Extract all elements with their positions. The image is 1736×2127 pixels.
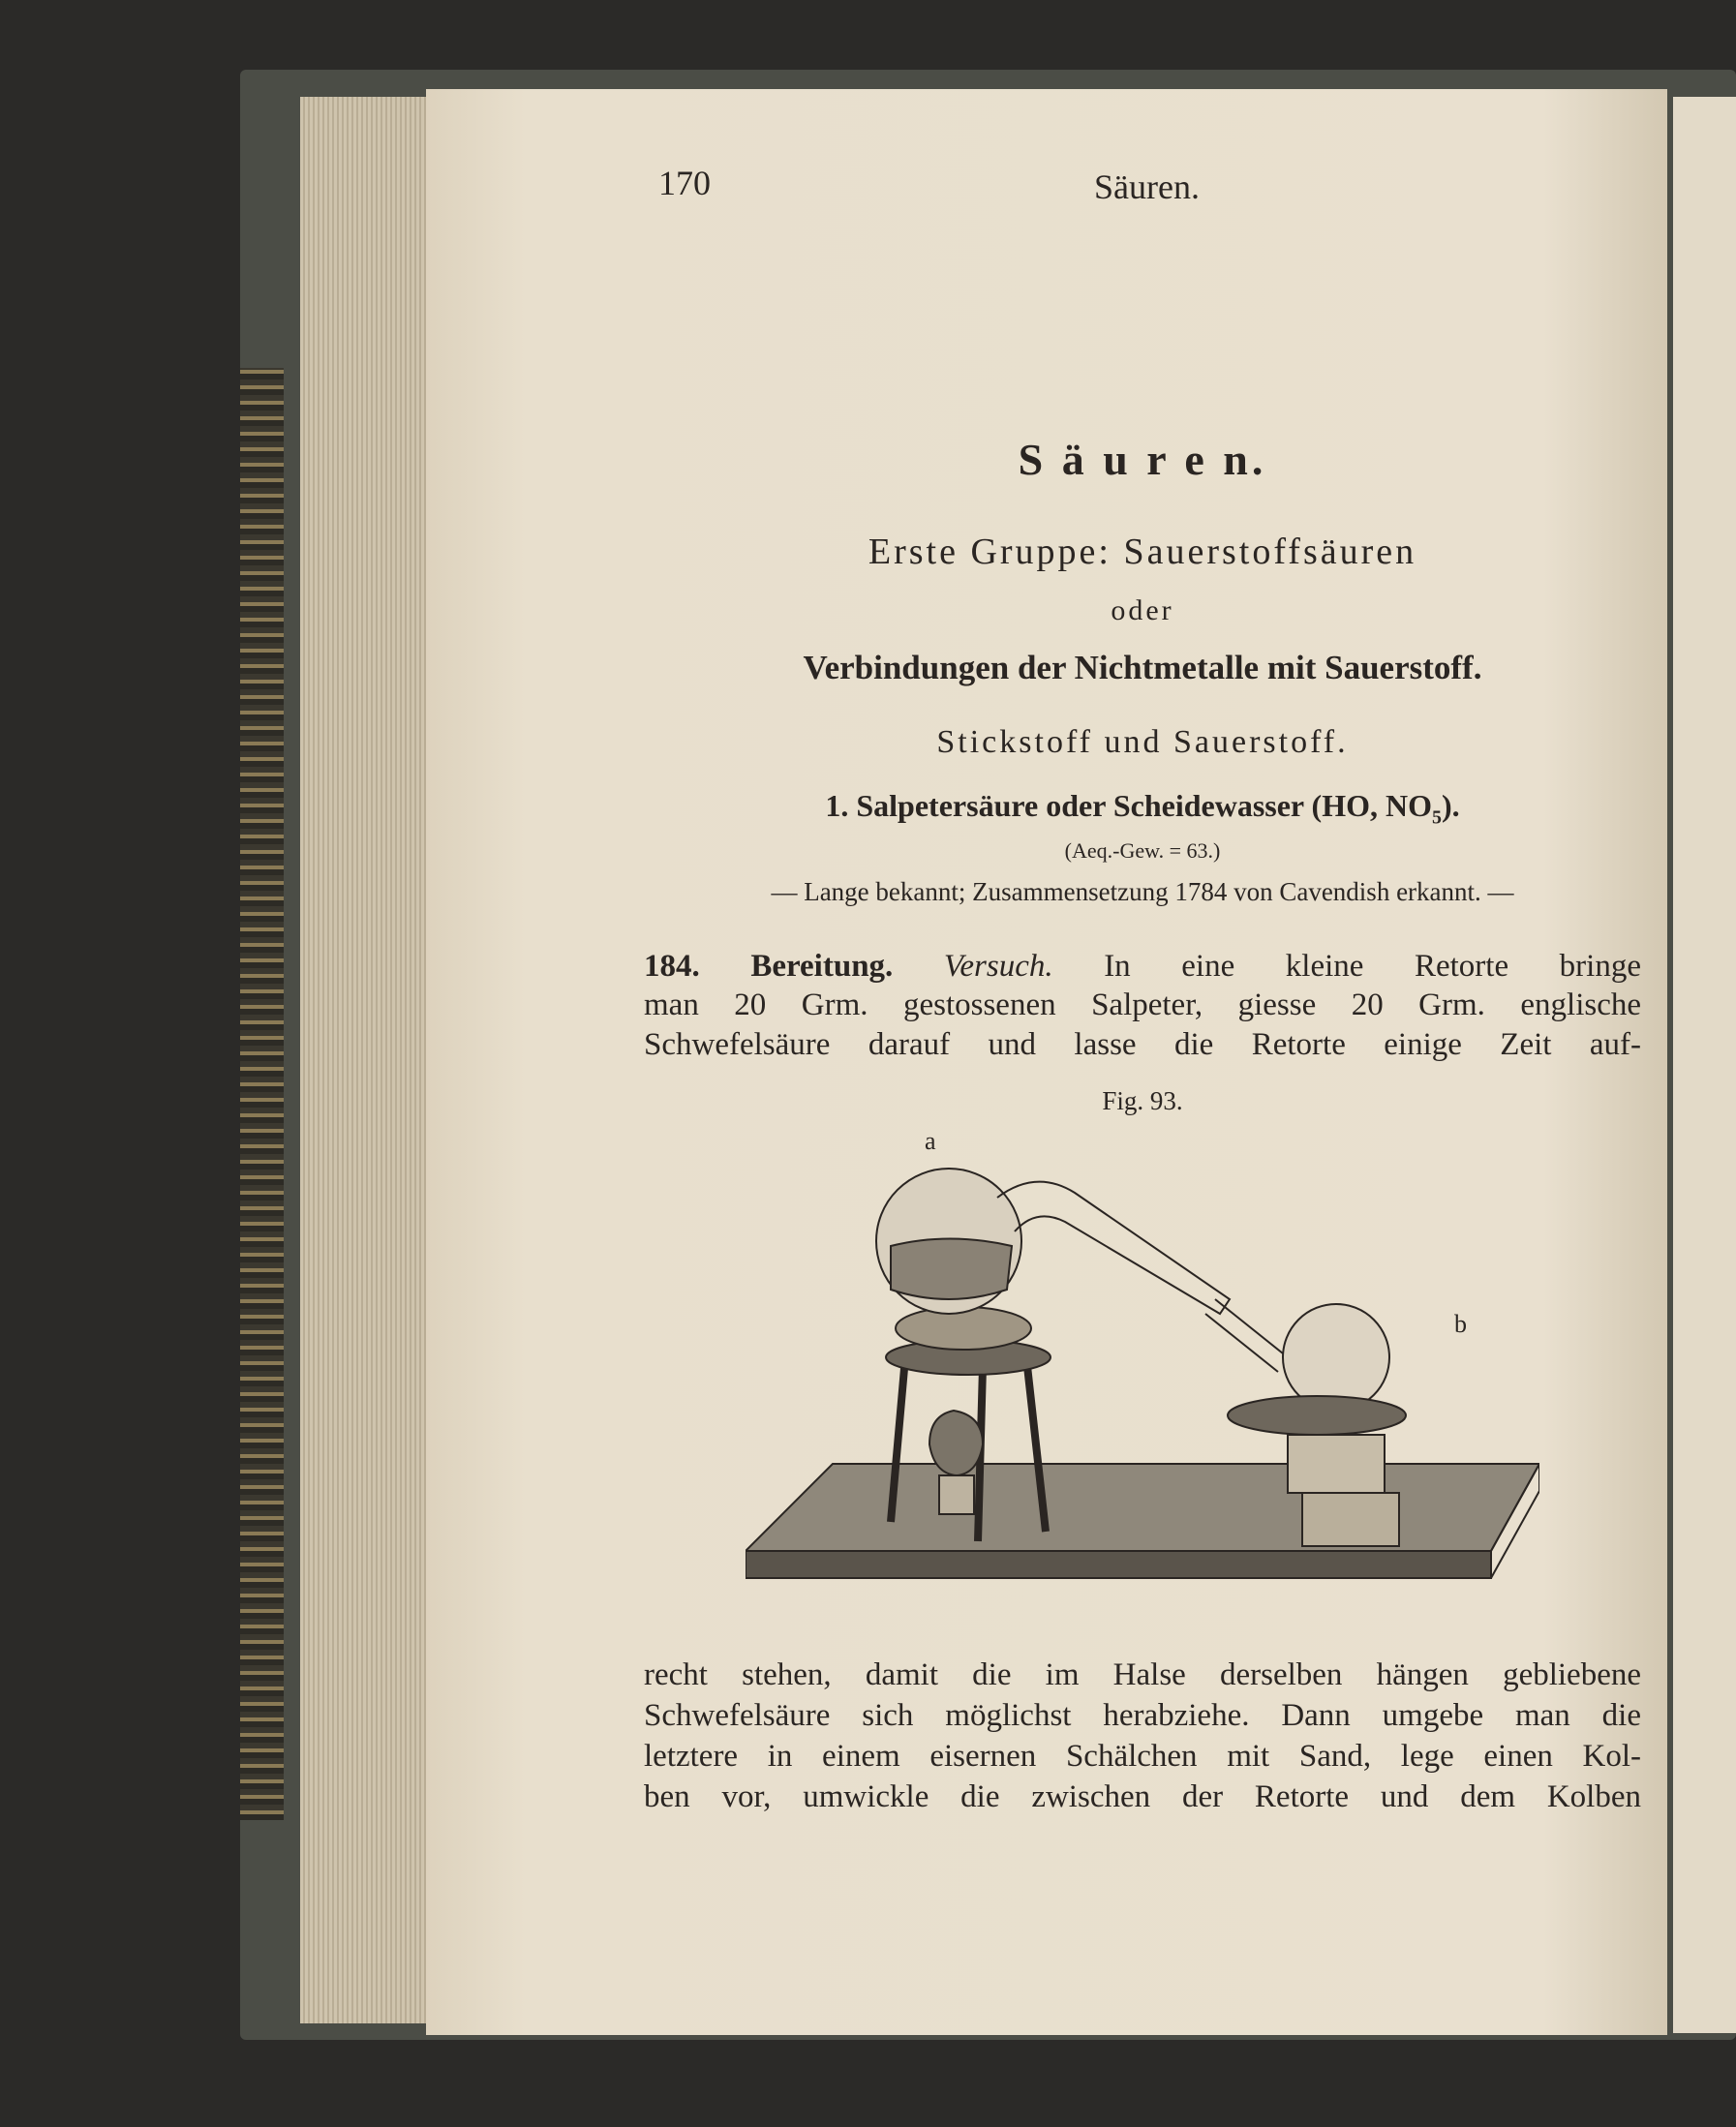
figure-label-b: b: [1454, 1310, 1467, 1338]
paragraph-line: Schwefelsäure sich möglichst herabziehe. Dann umgebe man die: [644, 1698, 1641, 1733]
subscript: 5: [1431, 806, 1442, 829]
paragraph-line: ben vor, umwickle die zwischen der Retorte und dem Kolben: [644, 1779, 1641, 1814]
compound-heading: [644, 788, 1641, 829]
or-text: oder: [1111, 594, 1174, 626]
paragraph-line: [644, 949, 1641, 985]
section-heading: Stickstoff und Sauerstoff.: [936, 724, 1349, 760]
distillation-apparatus-illustration: [746, 1125, 1539, 1609]
paragraph-line: man 20 Grm. gestossenen Salpeter, giesse 20 Grm. englische: [644, 988, 1641, 1022]
equivalent-weight: (Aeq.-Gew. = 63.): [1064, 838, 1221, 863]
paragraph-line: Schwefelsäure darauf und lasse die Retorte einige Zeit auf-: [644, 1027, 1641, 1062]
book-spine: [240, 368, 284, 1820]
facing-page: [1673, 97, 1736, 2033]
group-title: Erste Gruppe: Sauerstoffsäuren: [868, 532, 1417, 572]
figure-caption: Fig. 93.: [1102, 1086, 1183, 1115]
paragraph-line: letztere in einem eisernen Schälchen mit Sand, lege einen Kol-: [644, 1739, 1641, 1774]
italic-term: Versuch.: [943, 949, 1053, 984]
line-text: In eine kleine Retorte bringe: [1104, 949, 1641, 984]
figure-label-a: a: [925, 1127, 936, 1155]
page-number: 170: [658, 164, 711, 202]
compound-close: ).: [1441, 788, 1460, 823]
chapter-title: S ä u r e n.: [1018, 435, 1267, 484]
group-subtitle: Verbindungen der Nichtmetalle mit Sauerstoff.: [803, 649, 1482, 686]
paragraph-line: recht stehen, damit die im Halse derselben hängen gebliebene: [644, 1657, 1641, 1692]
compound-name: 1. Salpetersäure oder Scheidewasser (HO, NO: [825, 788, 1432, 823]
paragraph-number: 184. Bereitung.: [644, 949, 894, 984]
running-title: Säuren.: [1094, 167, 1200, 206]
history-note: — Lange bekannt; Zusammensetzung 1784 von Cavendish erkannt. —: [771, 877, 1514, 906]
